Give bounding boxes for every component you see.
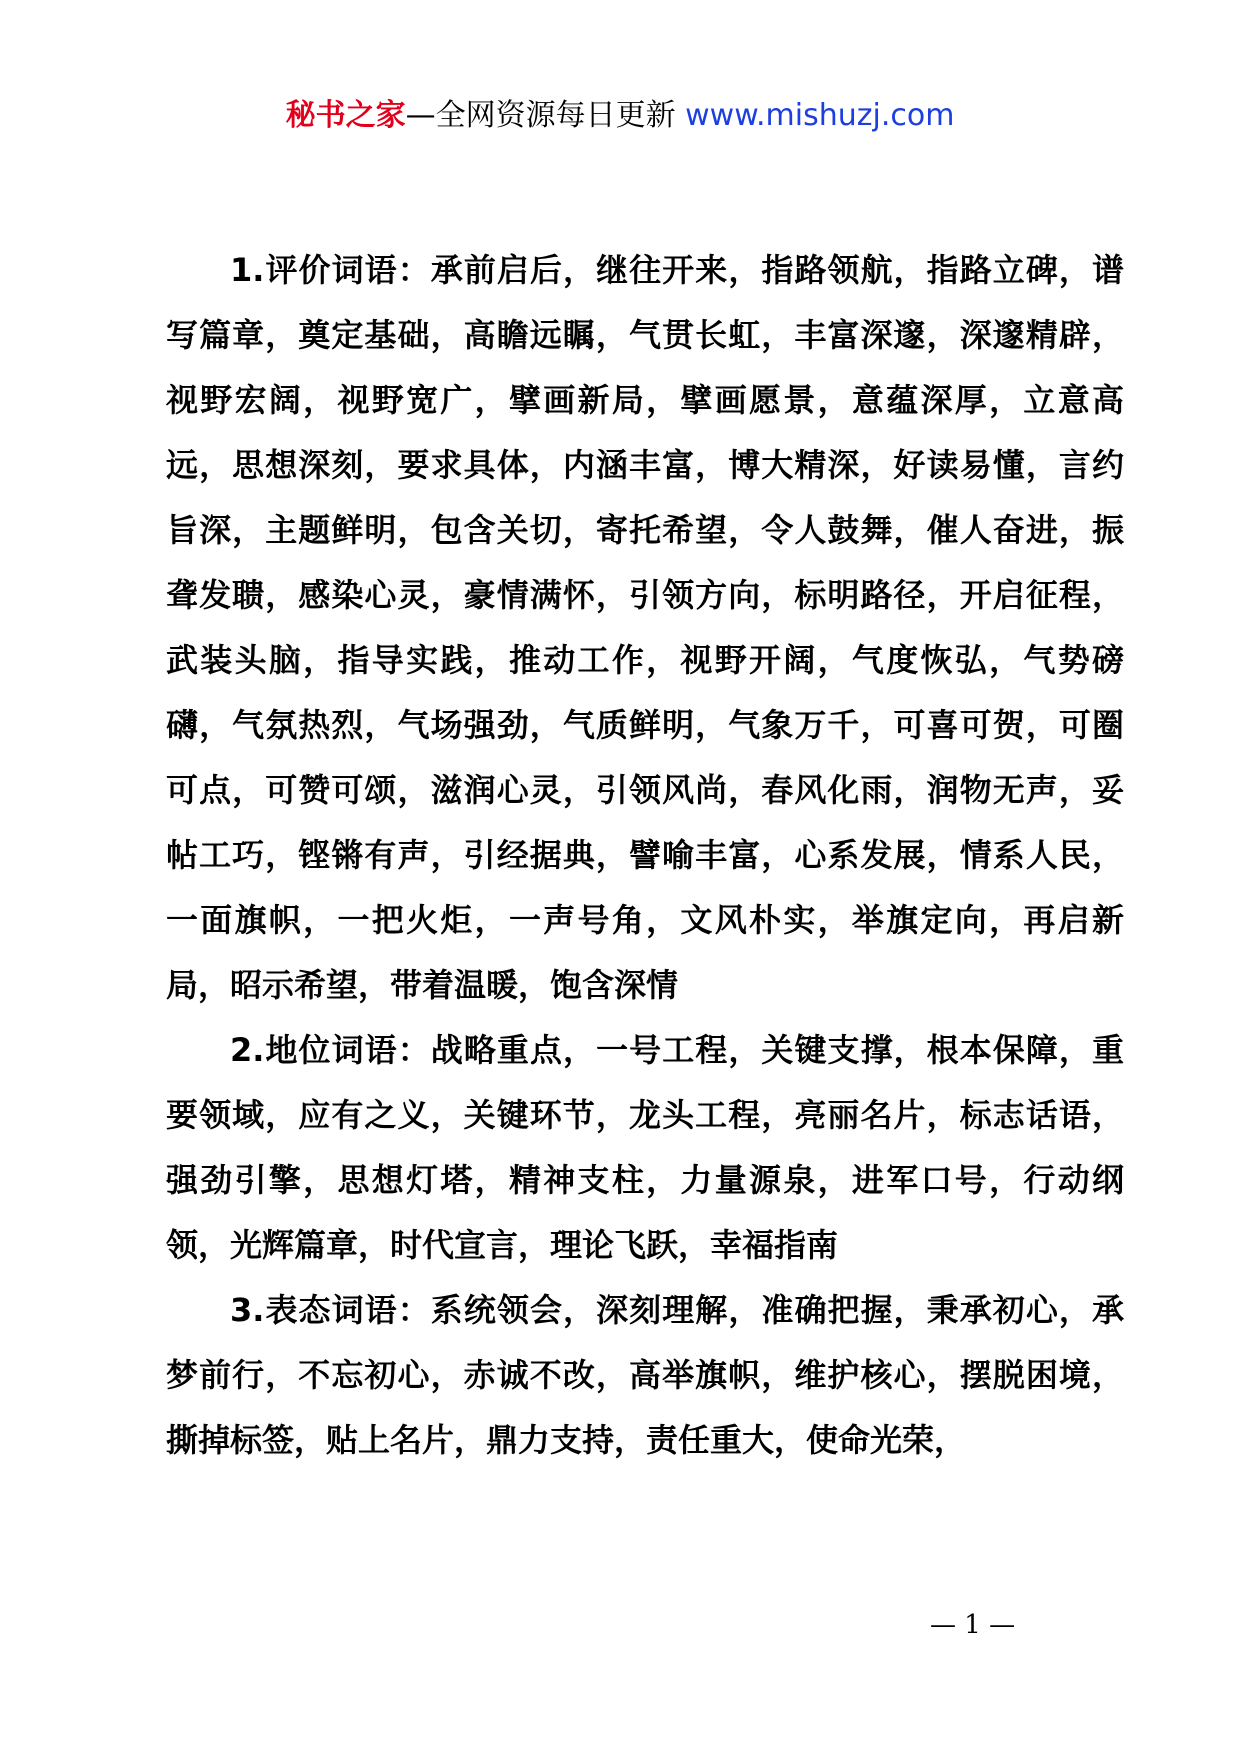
paragraph-status-terms: 2.地位词语：战略重点，一号工程，关键支撑，根本保障，重要领域，应有之义，关键环节，龙头工程，亮丽名片，标志话语，强劲引擎，思想灯塔，精神支柱，力量源泉，进军口号，行动纲领，光辉篇章，时代宣言，理论飞跃，幸福指南 <box>166 1031 1124 1264</box>
paragraph-evaluation-terms: 1.评价词语：承前启后，继往开来，指路领航，指路立碑，谱写篇章，奠定基础，高瞻远瞩，气贯长虹，丰富深邃，深邃精辟，视野宏阔，视野宽广，擘画新局，擘画愿景，意蕴深厚，立意高远，思想深刻，要求具体，内涵丰富，博大精深，好读易懂，言约旨深，主题鲜明，包含关切，寄托希望，令人鼓舞，催人奋进，振聋发聩，感染心灵，豪情满怀，引领方向，标明路径，开启征程，武装头脑，指导实践，推动工作，视野开阔，气度恢弘，气势磅礴，气氛热烈，气场强劲，气质鲜明，气象万千，可喜可贺，可圈可点，可赞可颂，滋润心灵，引领风尚，春风化雨，润物无声，妥帖工巧，铿锵有声，引经据典，譬喻丰富，心系发展，情系人民，一面旗帜，一把火炬，一声号角，文风朴实，举旗定向，再启新局，昭示希望，带着温暖，饱含深情 <box>166 251 1124 1004</box>
paragraph-stance-terms: 3.表态词语：系统领会，深刻理解，准确把握，秉承初心，承梦前行，不忘初心，赤诚不改，高举旗帜，维护核心，摆脱困境，撕掉标签，贴上名片，鼎力支持，责任重大，使命光荣， <box>166 1291 1124 1459</box>
site-brand: 秘书之家 <box>285 98 406 133</box>
site-url-link[interactable]: www.mishuzj.com <box>685 98 955 133</box>
document-body <box>166 238 1124 1473</box>
site-tagline: —全网资源每日更新 <box>405 98 686 133</box>
page-header <box>0 96 1240 136</box>
page-number: — 1 — <box>930 1610 1016 1640</box>
